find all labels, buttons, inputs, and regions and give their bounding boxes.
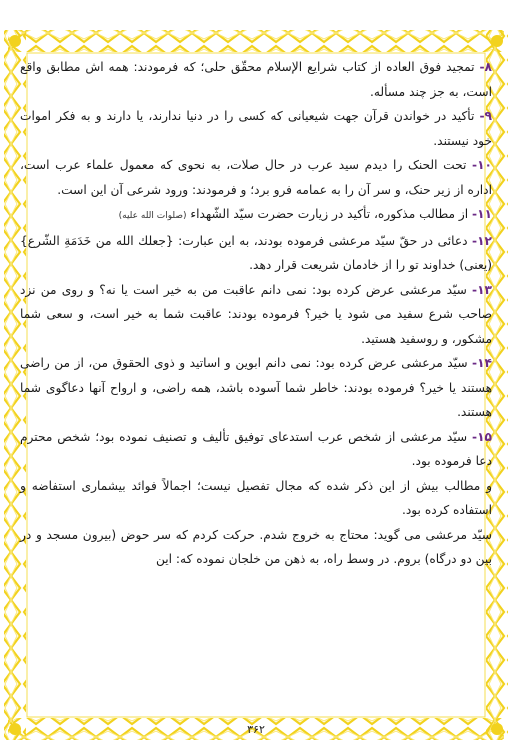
closing-paragraph [20,474,492,523]
item-11 [20,202,492,229]
page-number: ۳۶۲ [247,723,265,736]
item-number: ۱۱- [472,207,492,221]
item-number: ۹- [479,109,492,123]
item-number: ۱۳- [472,282,492,297]
item-number: ۱۲- [472,233,492,248]
item-text: سیّد مرعشی عرض کرده بود: نمی دانم ابوین و اساتید و ذوی الحقوق من، از من راضی هستند یا خیر؟ فرموده بودند: خاطر شما آسوده باشد، همه راضی، و ارواح آنها دعاگوی شما هستند. [20,356,492,419]
item-13 [20,278,492,352]
item-number: ۱۰- [472,158,492,172]
salutation-note: (صلوات الله علیه) [118,211,187,221]
item-text: تحت الحنک را دیدم سید عرب در حال صلات، به نحوی که معمول علماء عرب است، اداره از زیر حنک، و سر آن را به عمامه فرو برد؛ و فرمودند: ورود شرعی آن این است. [20,158,492,197]
item-10 [20,153,492,202]
item-text: سیّد مرعشی از شخص عرب استدعای توفیق تألیف و تصنیف نموده بود؛ شخص محترم دعا فرموده بود. [20,429,492,468]
item-text: تأکید در خواندن قرآن جهت شیعیانی که کسی را در دنیا ندارند، یا دارند و به فکر اموات خود نیستند. [20,109,492,148]
paragraph-text: و مطالب بیش از این ذکر شده که مجال تفصیل نیست؛ اجمالاً فوائد بیشماری استفاضه و استفاده کرده بود. [20,478,492,517]
narrative-paragraph [20,523,492,572]
item-number: ۱۵- [472,429,492,444]
item-12 [20,229,492,278]
item-15 [20,425,492,474]
item-text: از مطالب مذکوره، تأکید در زیارت حضرت سیّد الشّهداء [186,207,473,221]
item-9 [20,104,492,153]
item-text: دعائی در حقّ سیّد مرعشی فرموده بودند، به این عبارت: {جعلك الله من خَدَمَةِ الشّرع} (یعنی) خداوند تو را از خادمان شریعت قرار دهد. [20,233,492,272]
item-text: تمجید فوق العاده از کتاب شرایع الإسلام محقّق حلی؛ که فرمودند: همه اش مطابق واقع است، به جز چند مسأله. [20,60,492,99]
item-14 [20,351,492,425]
item-number: ۸- [479,60,492,74]
page-text [20,55,492,725]
item-number: ۱۴- [472,356,492,370]
item-8 [20,55,492,104]
paragraph-text: سیّد مرعشی می گوید: محتاج به خروج شدم. حرکت کردم که سر حوض (بیرون مسجد و در بین دو درگاه) بروم. در وسط راه، به ذهن من خلجان نموده که: این [20,527,492,566]
border-top [8,30,504,52]
item-text: سیّد مرعشی عرض کرده بود: نمی دانم عاقبت من به خیر است یا نه؟ و روی من نزد صاحب شرع سفید می شود یا خیر؟ فرموده بودند: عاقبت شما به خیر است، و سعی شما مشکور، و روسفید هستید. [20,282,492,346]
